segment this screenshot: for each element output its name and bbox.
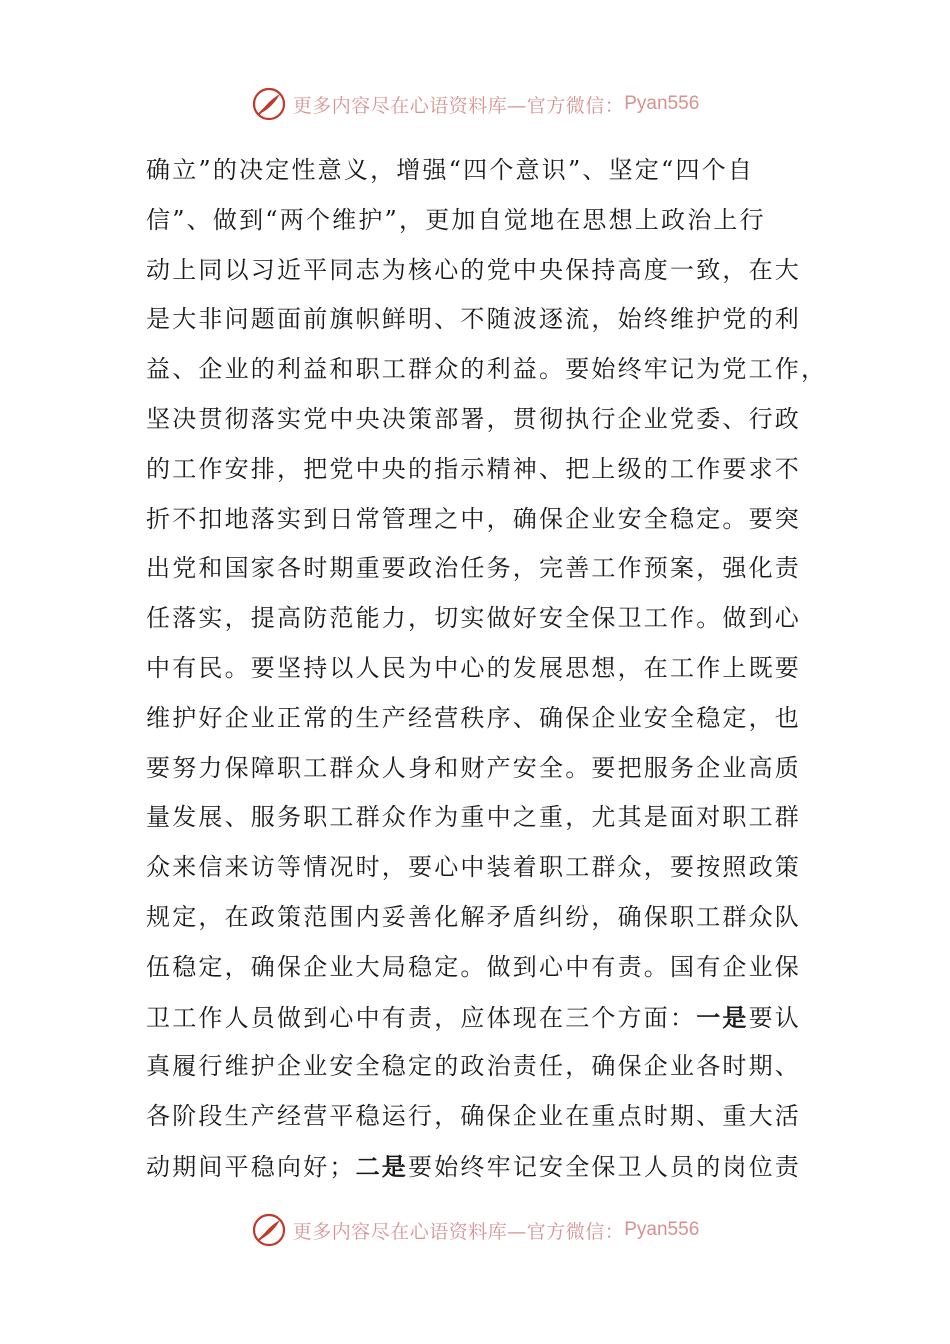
text-line: 是大非问题面前旗帜鲜明、不随波逐流，始终维护党的利 [146, 305, 801, 334]
text-line: 的工作安排，把党中央的指示精神、把上级的工作要求不 [146, 454, 801, 483]
text-line: 信”、做到“两个维护”，更加自觉地在思想上政治上行 [146, 205, 766, 234]
text-line: 量发展、服务职工群众作为重中之重，尤其是面对职工群 [146, 803, 801, 832]
text-line: 动上同以习近平同志为核心的党中央保持高度一致，在大 [146, 255, 801, 284]
text-line: 益、企业的利益和职工群众的利益。要始终牢记为党工作， [146, 355, 828, 384]
watermark-text: 更多内容尽在心语资料库—官方微信： [292, 94, 625, 117]
document-body [146, 146, 828, 1192]
text-line: 确立”的决定性意义，增强“四个意识”、坚定“四个自 [146, 156, 755, 184]
text-line: 众来信来访等情况时，要心中装着职工群众，要按照政策 [146, 853, 801, 882]
bold-marker: 一是 [696, 1002, 749, 1032]
bold-marker: 二是 [355, 1151, 409, 1181]
text-line: 出党和国家各时期重要政治任务，完善工作预案，强化责 [146, 554, 801, 583]
feather-pen-logo-icon [251, 1212, 287, 1248]
watermark-banner-top [0, 82, 950, 126]
text-line: 要努力保障职工群众人身和财产安全。要把服务企业高质 [146, 753, 801, 782]
text-line: 动期间平稳向好；二是要始终牢记安全保卫人员的岗位责 [146, 1151, 802, 1181]
watermark-handle: Pyan556 [624, 93, 700, 114]
text-line: 规定，在政策范围内妥善化解矛盾纠纷，确保职工群众队 [146, 902, 801, 931]
text-line: 中有民。要坚持以人民为中心的发展思想，在工作上既要 [146, 653, 801, 682]
text-line: 维护好企业正常的生产经营秩序、确保企业安全稳定，也 [146, 703, 801, 732]
text-line: 伍稳定，确保企业大局稳定。做到心中有责。国有企业保 [146, 952, 801, 981]
text-line: 折不扣地落实到日常管理之中，确保企业安全稳定。要突 [146, 504, 801, 533]
watermark-text: 更多内容尽在心语资料库—官方微信： [292, 1220, 625, 1243]
text-line: 坚决贯彻落实党中央决策部署，贯彻执行企业党委、行政 [146, 404, 801, 433]
text-line: 任落实，提高防范能力，切实做好安全保卫工作。做到心 [146, 604, 801, 633]
feather-pen-logo-icon [251, 86, 287, 122]
text-line: 真履行维护企业安全稳定的政治责任，确保企业各时期、 [146, 1052, 801, 1081]
watermark-banner-bottom [0, 1208, 950, 1252]
text-line: 卫工作人员做到心中有责，应体现在三个方面：一是要认 [146, 1002, 802, 1032]
watermark-handle: Pyan556 [624, 1219, 700, 1240]
text-line: 各阶段生产经营平稳运行，确保企业在重点时期、重大活 [146, 1102, 801, 1131]
